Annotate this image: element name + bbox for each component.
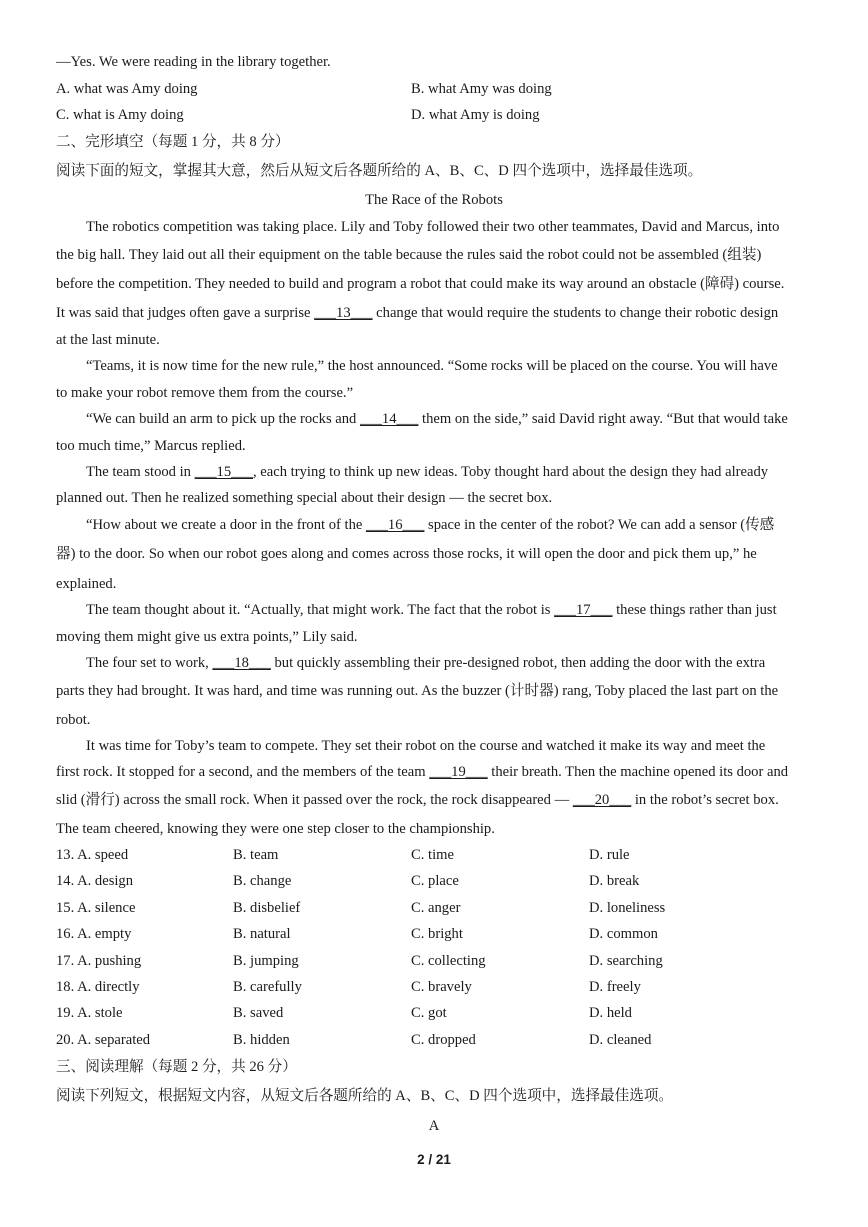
text-run: but quickly assembling their pre-designed robot, then adding the door with the extra xyxy=(270,655,766,671)
question-option: C. place xyxy=(411,873,459,890)
passage-line: parts they had brought. It was hard, and time was running out. As the buzzer (计时器) rang, Toby placed the last part on the xyxy=(56,683,779,699)
passage-line: planned out. Then he realized something special about their design — the secret box. xyxy=(56,490,553,506)
passage-line: the big hall. They laid out all their equipment on the table because the rules said the robot could not be assembled (组装) xyxy=(56,247,762,263)
blank-18: ___18___ xyxy=(212,655,271,671)
question-option: D. cleaned xyxy=(589,1031,652,1048)
question-option: B. carefully xyxy=(233,979,302,995)
question-option: C. bright xyxy=(411,926,463,943)
passage-line: explained. xyxy=(56,576,117,592)
passage-line: before the competition. They needed to build and program a robot that could make its way around an obstacle (障碍) course. xyxy=(56,276,785,292)
question-option: C. collecting xyxy=(411,952,486,969)
text-run: “We can build an arm to pick up the rocks and xyxy=(86,411,360,427)
question-option: 19. A. stole xyxy=(56,1005,123,1022)
blank-17: ___17___ xyxy=(554,602,613,618)
question-option: B. hidden xyxy=(233,1031,290,1048)
passage-line: moving them might give us extra points,” Lily said. xyxy=(56,629,358,645)
section2-instruction: 阅读下面的短文，掌握其大意，然后从短文后各题所给的 A、B、C、D 四个选项中，选择最佳选项。 xyxy=(56,163,703,179)
answer-line: —Yes. We were reading in the library together. xyxy=(56,54,331,70)
question-option: 18. A. directly xyxy=(56,979,140,995)
option-b: B. what Amy was doing xyxy=(411,81,552,97)
question-option: D. held xyxy=(589,1005,632,1022)
section3-heading: 三、阅读理解（每题 2 分，共 26 分） xyxy=(56,1059,297,1075)
passage-line: It was time for Toby’s team to compete. They set their robot on the course and watched it make its way and meet the xyxy=(86,738,766,754)
passage-line: The team cheered, knowing they were one step closer to the championship. xyxy=(56,821,495,837)
passage-line xyxy=(56,763,788,781)
part-label: A xyxy=(428,1118,440,1134)
question-option: C. got xyxy=(411,1005,447,1022)
blank-15: ___15___ xyxy=(194,464,253,480)
question-option: B. saved xyxy=(233,1005,284,1022)
text-run: space in the center of the robot? We can add a sensor (传感 xyxy=(424,517,775,533)
passage-line xyxy=(56,304,778,322)
text-run: The team thought about it. “Actually, that might work. The fact that the robot is xyxy=(86,602,555,618)
question-option: 17. A. pushing xyxy=(56,952,142,969)
text-run: The team stood in xyxy=(86,464,195,480)
question-option: 15. A. silence xyxy=(56,899,136,916)
question-option: D. rule xyxy=(589,847,630,863)
text-run: in the robot’s secret box. xyxy=(631,792,779,808)
page-number: 2 / 21 xyxy=(417,1152,451,1167)
passage-line: to make your robot remove them from the course.” xyxy=(56,385,354,401)
question-option: C. bravely xyxy=(411,979,472,995)
option-c: C. what is Amy doing xyxy=(56,107,184,123)
section3-instruction: 阅读下列短文，根据短文内容，从短文后各题所给的 A、B、C、D 四个选项中，选择最佳选项。 xyxy=(56,1088,674,1104)
question-option: D. loneliness xyxy=(589,899,666,916)
text-run: “How about we create a door in the front of the xyxy=(86,517,367,533)
question-option: 13. A. speed xyxy=(56,847,129,863)
text-run: , each trying to think up new ideas. Toby thought hard about the design they had already xyxy=(253,464,769,480)
question-option: 16. A. empty xyxy=(56,926,132,943)
text-run: The four set to work, xyxy=(86,655,213,671)
passage-line: The robotics competition was taking place. Lily and Toby followed their two other teammates, David and Marcus, into xyxy=(86,219,780,235)
passage-line xyxy=(86,654,765,672)
question-option: C. time xyxy=(411,847,454,863)
text-run: first rock. It stopped for a second, and the members of the team xyxy=(56,764,430,780)
option-d: D. what Amy is doing xyxy=(411,107,540,123)
passage-line xyxy=(86,601,777,619)
passage-line xyxy=(56,791,779,809)
passage-line: “Teams, it is now time for the new rule,” the host announced. “Some rocks will be placed on the course. You will have xyxy=(86,358,778,374)
text-run: It was said that judges often gave a surprise xyxy=(56,305,315,321)
option-a: A. what was Amy doing xyxy=(56,81,198,97)
section2-heading: 二、完形填空（每题 1 分，共 8 分） xyxy=(56,134,290,150)
question-option: B. natural xyxy=(233,926,291,943)
passage-line: too much time,” Marcus replied. xyxy=(56,438,246,454)
text-run: them on the side,” said David right away. “But that would take xyxy=(418,411,788,427)
passage-line xyxy=(86,410,788,428)
question-option: 20. A. separated xyxy=(56,1031,151,1048)
passage-title: The Race of the Robots xyxy=(365,192,503,208)
question-option: D. break xyxy=(589,873,640,890)
blank-19: ___19___ xyxy=(429,764,488,780)
question-option: B. disbelief xyxy=(233,899,301,916)
blank-13: ___13___ xyxy=(314,305,373,321)
question-option: 14. A. design xyxy=(56,873,134,890)
passage-line: at the last minute. xyxy=(56,332,160,348)
text-run: change that would require the students to change their robotic design xyxy=(372,305,779,321)
question-option: B. team xyxy=(233,847,279,863)
text-run: slid (滑行) across the small rock. When it passed over the rock, the rock disappeared — xyxy=(56,792,573,808)
question-option: B. change xyxy=(233,873,292,890)
question-option: D. freely xyxy=(589,979,641,995)
question-option: C. anger xyxy=(411,899,461,916)
blank-16: ___16___ xyxy=(366,517,425,533)
question-option: C. dropped xyxy=(411,1031,476,1048)
passage-line: 器) to the door. So when our robot goes along and comes across those rocks, it will open the door and pick them up,” he xyxy=(56,546,757,562)
question-option: D. common xyxy=(589,926,658,943)
text-run: these things rather than just xyxy=(612,602,777,618)
question-option: D. searching xyxy=(589,952,663,969)
passage-line xyxy=(86,516,774,534)
blank-20: ___20___ xyxy=(572,792,632,808)
question-option: B. jumping xyxy=(233,952,299,969)
blank-14: ___14___ xyxy=(360,411,419,427)
passage-line xyxy=(86,463,768,481)
passage-line: robot. xyxy=(56,712,91,728)
text-run: their breath. Then the machine opened its door and xyxy=(487,764,789,780)
